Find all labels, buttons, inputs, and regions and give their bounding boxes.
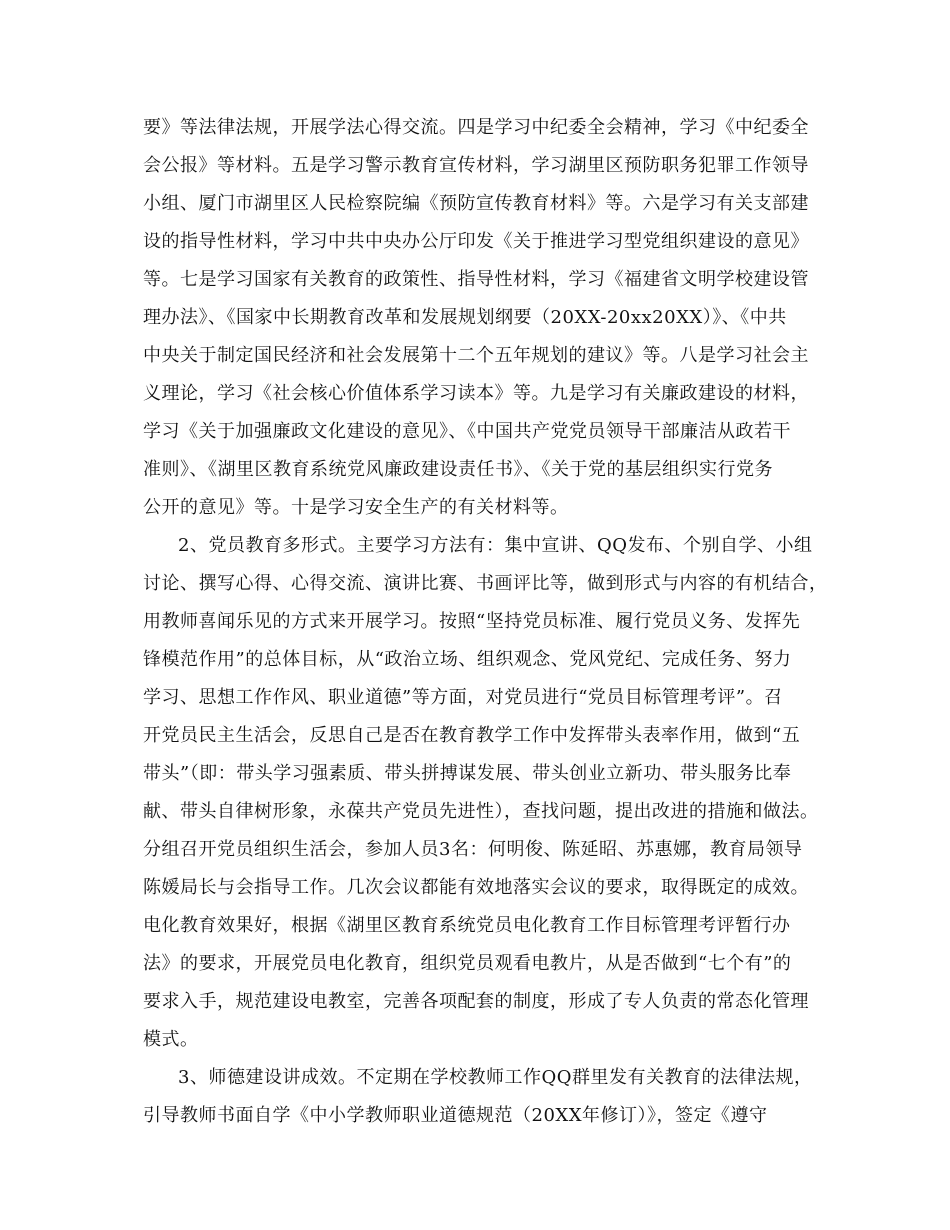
text-line: 用教师喜闻乐见的方式来开展学习。按照“坚持党员标准、履行党员义务、发挥先 [143,611,801,632]
text-line: 要》等法律法规，开展学法心得交流。四是学习中纪委全会精神，学习《中纪委全 [143,117,809,138]
text-line: 中央关于制定国民经济和社会发展第十二个五年规划的建议》等。八是学习社会主 [143,345,809,366]
text-line: 学习、思想工作作风、职业道德”等方面，对党员进行“党员目标管理考评”。召 [143,687,783,708]
text-line: 设的指导性材料，学习中共中央办公厅印发《关于推进学习型党组织建设的意见》 [143,231,809,252]
text-line: 分组召开党员组织生活会，参加人员3名：何明俊、陈延昭、苏惠娜，教育局领导 [143,839,803,860]
text-line: 法》的要求，开展党员电化教育，组织党员观看电教片，从是否做到“七个有”的 [143,953,792,974]
paragraph-3-first-line: 3、师德建设讲成效。不定期在学校教师工作QQ群里发有关教育的法律法规， [178,1067,813,1088]
text-line: 锋模范作用”的总体目标，从“政治立场、组织观念、党风党纪、完成任务、努力 [143,649,792,670]
text-line: 陈媛局长与会指导工作。几次会议都能有效地落实会议的要求，取得既定的成效。 [143,877,809,898]
paragraph-2-first-line: 2、党员教育多形式。主要学习方法有：集中宣讲、QQ发布、个别自学、小组 [178,535,813,556]
text-line: 献、带头自律树形象，永葆共产党员先进性），查找问题，提出改进的措施和做法。 [143,801,819,822]
text-line: 准则》、《湖里区教育系统党风廉政建设责任书》、《关于党的基层组织实行党务 [143,459,773,480]
text-line: 引导教师书面自学《中小学教师职业道德规范（20XX年修订）》，签定《遵守 [143,1105,768,1126]
text-line: 带头”（即：带头学习强素质、带头拼搏谋发展、带头创业立新功、带头服务比奉 [143,763,792,784]
text-line: 讨论、撰写心得、心得交流、演讲比赛、书画评比等，做到形式与内容的有机结合， [143,573,828,594]
text-line: 公开的意见》等。十是学习安全生产的有关材料等。 [143,497,569,518]
text-line: 义理论，学习《社会核心价值体系学习读本》等。九是学习有关廉政建设的材料， [143,383,809,404]
text-line: 学习《关于加强廉政文化建设的意见》、《中国共产党党员领导干部廉洁从政若干 [143,421,791,442]
text-line: 电化教育效果好，根据《湖里区教育系统党员电化教育工作目标管理考评暂行办 [143,915,791,936]
text-line: 等。七是学习国家有关教育的政策性、指导性材料，学习《福建省文明学校建设管 [143,269,809,290]
text-line: 要求入手，规范建设电教室，完善各项配套的制度，形成了专人负责的常态化管理 [143,991,809,1012]
text-line: 模式。 [143,1029,199,1050]
text-line: 开党员民主生活会，反思自己是否在教育教学工作中发挥带头表率作用，做到“五 [143,725,801,746]
text-line: 小组、厦门市湖里区人民检察院编《预防宣传教育材料》等。六是学习有关支部建 [143,193,809,214]
text-line: 理办法》、《国家中长期教育改革和发展规划纲要（20XX-20xx20XX）》、《中共 [143,307,787,328]
text-line: 会公报》等材料。五是学习警示教育宣传材料，学习湖里区预防职务犯罪工作领导 [143,155,809,176]
